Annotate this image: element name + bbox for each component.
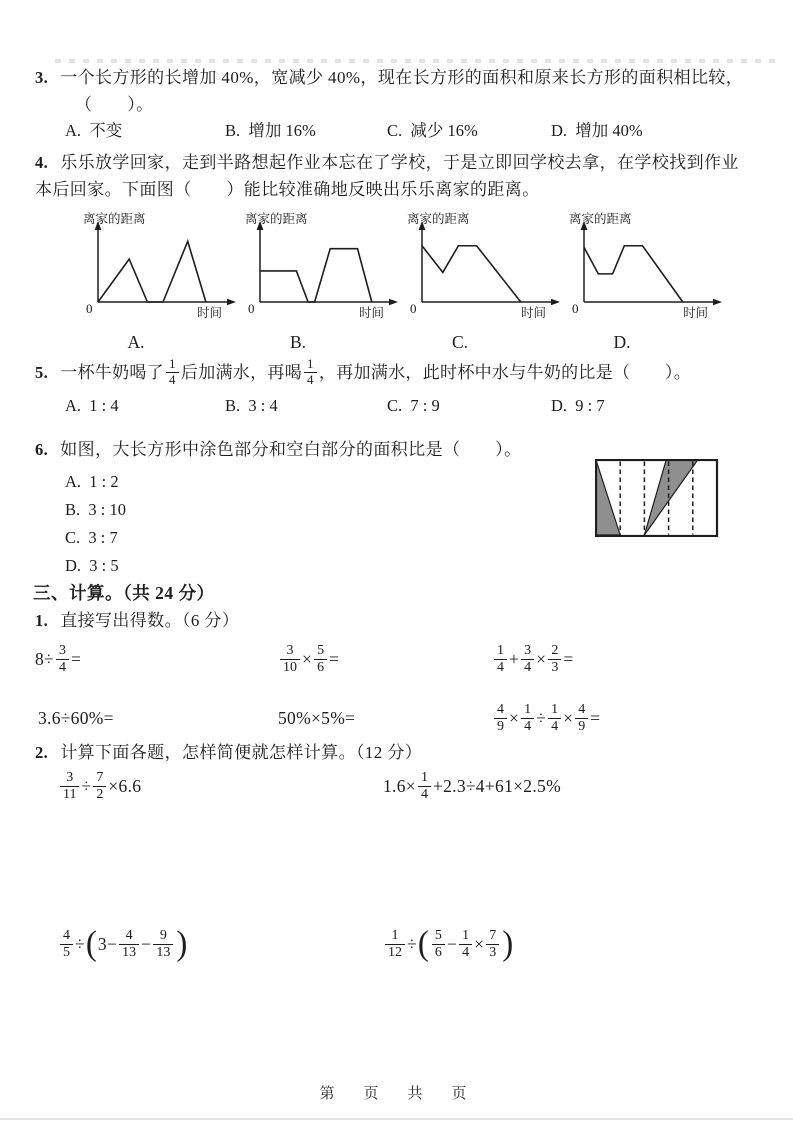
expression — [383, 918, 514, 970]
math-text: − — [446, 933, 458, 954]
option-d: D. 3 : 5 — [65, 556, 119, 575]
option-c: C. 减少 16% — [387, 121, 478, 140]
math-text: = — [329, 648, 340, 669]
simplify-row-1 — [0, 760, 793, 812]
parenthesis: ) — [176, 924, 188, 963]
parenthesis: ( — [85, 924, 97, 963]
math-text: × — [536, 648, 547, 669]
question-4-graphs — [0, 210, 793, 355]
expression — [278, 633, 339, 685]
math-text: ÷ — [407, 933, 417, 954]
graph-option-c — [405, 210, 575, 353]
graph-option-d — [567, 210, 737, 353]
graph-label: D. — [613, 332, 631, 352]
svg-text:离家的距离: 离家的距离 — [83, 212, 146, 226]
fraction: $\frac{3}{11}$ — [60, 770, 79, 802]
svg-text:离家的距离: 离家的距离 — [569, 212, 632, 226]
svg-text:时间: 时间 — [521, 306, 547, 320]
math-text: × — [302, 648, 313, 669]
math-text: 50%×5%= — [278, 707, 356, 728]
math-text: 一杯牛奶喝了 — [60, 362, 164, 382]
question-4-number: 4. — [35, 153, 49, 172]
svg-text:0: 0 — [248, 301, 255, 316]
question-5-options — [65, 396, 765, 420]
expression — [38, 692, 114, 744]
parenthesis: ( — [417, 924, 429, 963]
math-text: = — [563, 648, 574, 669]
option-c: C. 7 : 9 — [387, 396, 440, 415]
math-text: 1.6× — [383, 775, 416, 796]
question-4-stem-line1 — [35, 149, 765, 176]
fraction: $\frac{9}{13}$ — [153, 928, 173, 960]
distance-time-graph — [81, 210, 251, 330]
option-a: A. 1 : 2 — [65, 472, 119, 491]
question-3-stem-line — [35, 64, 765, 91]
svg-text:0: 0 — [572, 301, 579, 316]
fraction: $\frac{4}{13}$ — [119, 928, 139, 960]
svg-text:0: 0 — [86, 301, 93, 316]
question-5 — [35, 352, 765, 415]
math-text: 3− — [97, 933, 118, 954]
math-text: 8÷ — [35, 648, 54, 669]
fraction: $\frac{1}{4}$ — [418, 770, 431, 802]
graph-option-b — [243, 210, 413, 353]
math-text: ÷ — [75, 933, 85, 954]
fraction: $\frac{1}{4}$ — [494, 643, 507, 675]
question-3 — [35, 64, 765, 140]
math-text: + — [509, 648, 520, 669]
item-1-text: 直接写出得数。（6 分） — [60, 611, 240, 630]
question-5-number: 5. — [35, 362, 49, 382]
svg-text:时间: 时间 — [683, 306, 709, 320]
math-text: ×6.6 — [108, 775, 142, 796]
expression — [492, 633, 574, 685]
math-text: = — [590, 707, 601, 728]
mental-math-row-2 — [0, 692, 793, 744]
option-b: B. 3 : 4 — [225, 396, 278, 415]
expression — [58, 760, 141, 812]
fraction: $\frac{1}{4}$ — [548, 702, 561, 734]
distance-time-graph — [405, 210, 575, 330]
fraction: $\frac{5}{6}$ — [314, 643, 327, 675]
option-b: B. 增加 16% — [225, 121, 316, 140]
expression — [278, 692, 355, 744]
fraction: $\frac{4}{9}$ — [494, 702, 507, 734]
math-text: ÷ — [81, 775, 92, 796]
question-4-stem: 乐乐放学回家，走到半路想起作业本忘在了学校，于是立即回学校去拿，在学校找到作业 — [60, 153, 739, 172]
math-text: × — [509, 707, 520, 728]
svg-text:时间: 时间 — [197, 306, 223, 320]
svg-text:离家的距离: 离家的距离 — [245, 212, 308, 226]
math-text: = — [70, 648, 82, 669]
fraction: $\frac{4}{9}$ — [575, 702, 588, 734]
fraction: $\frac{2}{3}$ — [548, 643, 561, 675]
fraction: $\frac{3}{4}$ — [521, 643, 534, 675]
math-text: × — [474, 933, 485, 954]
fraction: $\frac{1}{4}$ — [521, 702, 534, 734]
math-text: ÷ — [536, 707, 547, 728]
graph-label: C. — [451, 332, 469, 352]
distance-time-graph — [567, 210, 737, 330]
math-text: 后加满水，再喝 — [180, 362, 303, 382]
question-3-options — [65, 117, 765, 141]
option-b: B. 3 : 10 — [65, 500, 126, 519]
section-3-item-1 — [35, 607, 239, 634]
question-5-stem — [60, 352, 691, 392]
graph-label: B. — [289, 332, 307, 352]
fraction: $\frac{3}{4}$ — [56, 643, 69, 675]
option-a: A. 1 : 4 — [65, 396, 119, 415]
question-4-stem-line2: 本后回家。下面图（ ）能比较准确地反映出乐乐离家的距离。 — [35, 180, 540, 199]
mental-math-row-1 — [0, 633, 793, 685]
scan-artifact-bottom — [0, 1118, 793, 1120]
page-footer: 第 页 共 页 — [319, 1086, 474, 1102]
question-5-stem-line — [35, 352, 765, 392]
fraction: $\frac{1}{12}$ — [385, 928, 405, 960]
option-d: D. 增加 40% — [551, 121, 643, 140]
svg-text:离家的距离: 离家的距离 — [407, 212, 470, 226]
option-d: D. 9 : 7 — [551, 396, 605, 415]
expression — [492, 692, 600, 744]
math-text: × — [563, 707, 574, 728]
svg-text:0: 0 — [410, 301, 417, 316]
option-c: C. 3 : 7 — [65, 528, 118, 547]
item-2-number: 2. — [35, 743, 49, 762]
item-1-number: 1. — [35, 611, 49, 630]
expression — [35, 633, 81, 685]
question-6-stem: 如图，大长方形中涂色部分和空白部分的面积比是（ ）。 — [60, 440, 522, 459]
section-3-title: 三、计算。（共 24 分） — [33, 583, 215, 603]
parenthesis: ) — [502, 924, 514, 963]
simplify-row-2 — [0, 918, 793, 970]
question-6-number: 6. — [35, 440, 49, 459]
fraction: $\frac{1}{4}$ — [166, 357, 179, 387]
math-text: ，再加满水，此时杯中水与牛奶的比是（ ）。 — [318, 362, 692, 382]
math-text: 3.6÷60%= — [38, 707, 114, 728]
option-a: A. 不变 — [65, 121, 123, 140]
question-6-shaded-rectangle-figure — [595, 459, 719, 537]
math-text: +2.3÷4+61×2.5% — [432, 775, 561, 796]
svg-text:时间: 时间 — [359, 306, 385, 320]
graph-label: A. — [127, 332, 145, 352]
question-4 — [35, 149, 765, 203]
expression — [383, 760, 561, 812]
math-text: − — [141, 933, 152, 954]
distance-time-graph — [243, 210, 413, 330]
graph-option-a — [81, 210, 251, 353]
fraction: $\frac{7}{3}$ — [486, 928, 499, 960]
fraction: $\frac{1}{4}$ — [459, 928, 472, 960]
fraction: $\frac{5}{6}$ — [432, 928, 445, 960]
question-3-stem: 一个长方形的长增加 40%，宽减少 40%，现在长方形的面积和原来长方形的面积相比较， — [60, 68, 744, 87]
fraction: $\frac{3}{10}$ — [280, 643, 300, 675]
item-2-text: 计算下面各题，怎样简便就怎样计算。（12 分） — [60, 743, 423, 762]
fraction: $\frac{7}{2}$ — [93, 770, 106, 802]
fraction: $\frac{1}{4}$ — [304, 357, 317, 387]
question-3-blank: （ ）。 — [75, 95, 154, 114]
expression — [58, 918, 188, 970]
fraction: $\frac{4}{5}$ — [60, 928, 73, 960]
question-3-number: 3. — [35, 68, 49, 87]
scan-artifact-top — [55, 59, 778, 63]
